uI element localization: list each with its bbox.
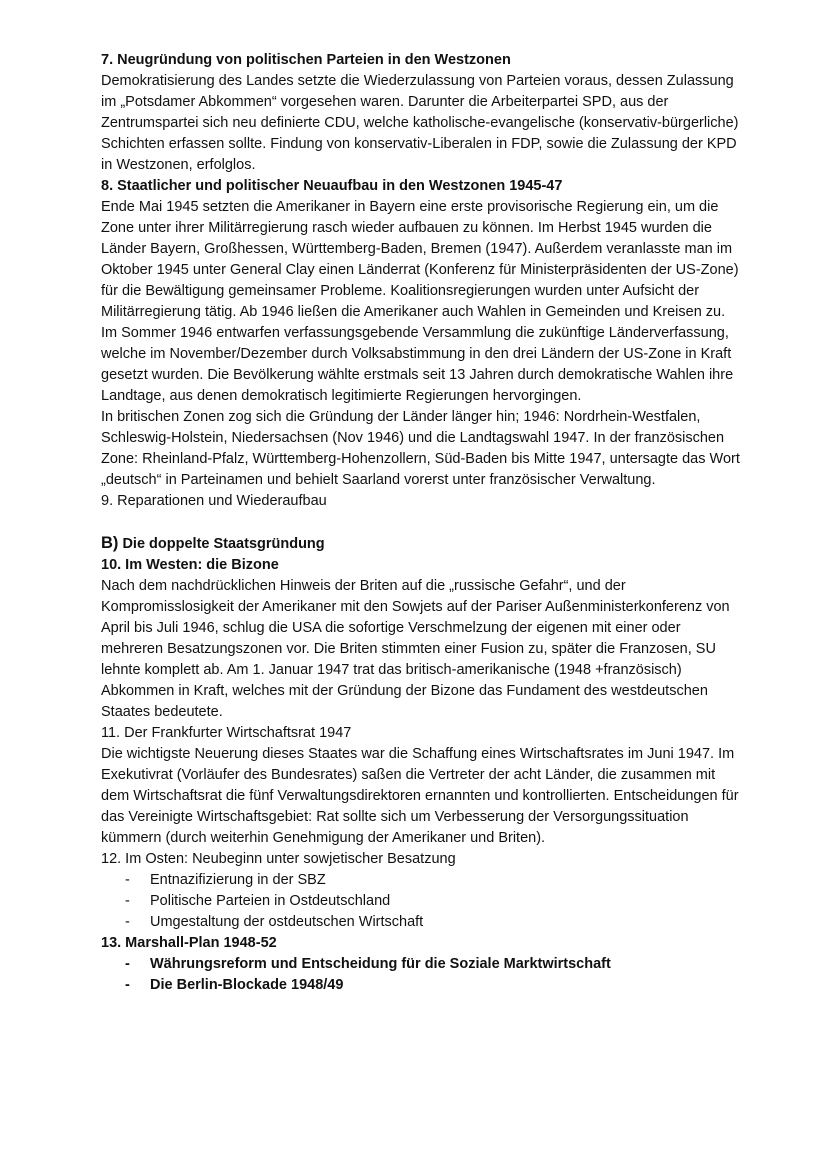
- section-paragraph: Die wichtigste Neuerung dieses Staates war die Schaffung eines Wirtschaftsrates im Juni 1947. Im Exekutivrat (Vorläufer des Bundesrates) saßen die Vertreter der acht Länder, die zusammen mit dem Wirtschaftsrat die fünf Verwaltungsdirektoren ernannten und kontrollierten. Entscheidungen für das Vereinigte Wirtschaftsgebiet: Rat sollte sich um Verbesserung der Versorgungssituation kümmern (durch weiterhin Genehmigung der Amerikaner und Briten).: [101, 746, 739, 846]
- list-item: [101, 954, 741, 975]
- section-heading: 13. Marshall-Plan 1948-52: [101, 935, 277, 951]
- section-heading: 11. Der Frankfurter Wirtschaftsrat 1947: [101, 725, 352, 741]
- dash-bullet: -: [125, 977, 130, 993]
- section-11: [101, 723, 741, 849]
- list-item: [101, 975, 741, 996]
- section-12: [101, 849, 741, 933]
- document-page: [101, 50, 741, 996]
- list-item-text: Entnazifizierung in der SBZ: [150, 872, 326, 888]
- list-item-text: Währungsreform und Entscheidung für die Soziale Marktwirtschaft: [150, 956, 611, 972]
- section-heading: 12. Im Osten: Neubeginn unter sowjetischer Besatzung: [101, 851, 456, 867]
- section-heading: 10. Im Westen: die Bizone: [101, 557, 279, 573]
- dash-bullet: -: [125, 872, 130, 888]
- bullet-list: [101, 870, 741, 933]
- part-title: Die doppelte Staatsgründung: [118, 536, 325, 552]
- blank-line: [101, 512, 741, 533]
- dash-bullet: -: [125, 914, 130, 930]
- section-8: [101, 176, 741, 491]
- list-item: [101, 891, 741, 912]
- section-9: [101, 491, 741, 512]
- section-heading: 8. Staatlicher und politischer Neuaufbau in den Westzonen 1945-47: [101, 178, 563, 194]
- bullet-list: [101, 954, 741, 996]
- section-paragraph: Demokratisierung des Landes setzte die Wiederzulassung von Parteien voraus, dessen Zulassung im „Potsdamer Abkommen“ vorgesehen waren. Darunter die Arbeiterpartei SPD, aus der Zentrumspartei sich neu definierte CDU, welche katholische-evangelische (konservativ-bürgerliche) Schichten erfassen sollte. Findung von konservativ-Liberalen in FDP, sowie die Zulassung der KPD in Westzonen, erfolglos.: [101, 73, 739, 173]
- section-paragraph: Ende Mai 1945 setzten die Amerikaner in Bayern eine erste provisorische Regierung ein, um die Zone unter ihrer Militärregierung rasch wieder aufbauen zu können. Im Herbst 1945 wurden die Länder Bayern, Großhessen, Württemberg-Baden, Bremen (1947). Außerdem veranlasste man im Oktober 1945 unter General Clay einen Länderrat (Konferenz für Ministerpräsidenten der US-Zone) für die Bewältigung gemeinsamer Probleme. Koalitionsregierungen wurden unter Aufsicht der Militärregierung tätig. Ab 1946 ließen die Amerikaner auch Wahlen in Gemeinden und Kreisen zu. Im Sommer 1946 entwarfen verfassungsgebende Versammlung die zukünftige Länderverfassung, welche im November/Dezember durch Volksabstimmung in den drei Ländern der US-Zone in Kraft gesetzt wurden. Die Bevölkerung wählte erstmals seit 13 Jahren durch demokratische Wahlen ihre Landtage, aus denen demokratisch legitimierte Regierungen hervorgingen.: [101, 199, 739, 404]
- part-letter: B): [101, 534, 119, 552]
- section-7: [101, 50, 741, 176]
- section-10: [101, 555, 741, 723]
- section-heading: 7. Neugründung von politischen Parteien in den Westzonen: [101, 52, 511, 68]
- part-b-heading: [101, 533, 741, 555]
- dash-bullet: -: [125, 956, 130, 972]
- section-paragraph: Nach dem nachdrücklichen Hinweis der Briten auf die „russische Gefahr“, und der Kompromisslosigkeit der Amerikaner mit den Sowjets auf der Pariser Außenministerkonferenz von April bis Juli 1946, schlug die USA die sofortige Verschmelzung der eigenen mit einer oder mehreren Besatzungszonen vor. Die Briten stimmten einer Fusion zu, später die Franzosen, SU lehnte komplett ab. Am 1. Januar 1947 trat das britisch-amerikanische (1948 +französisch) Abkommen in Kraft, welches mit der Gründung der Bizone das Fundament des westdeutschen Staates bedeutete.: [101, 578, 730, 720]
- section-heading: 9. Reparationen und Wiederaufbau: [101, 493, 327, 509]
- list-item-text: Umgestaltung der ostdeutschen Wirtschaft: [150, 914, 424, 930]
- section-paragraph: In britischen Zonen zog sich die Gründung der Länder länger hin; 1946: Nordrhein-Westfalen, Schleswig-Holstein, Niedersachsen (Nov 1946) und die Landtagswahl 1947. In der französischen Zone: Rheinland-Pfalz, Württemberg-Hohenzollern, Süd-Baden bis Mitte 1947, untersagte das Wort „deutsch“ in Parteinamen und behielt Saarland vorerst unter französischer Verwaltung.: [101, 409, 740, 488]
- list-item: [101, 912, 741, 933]
- dash-bullet: -: [125, 893, 130, 909]
- list-item-text: Politische Parteien in Ostdeutschland: [150, 893, 391, 909]
- list-item-text: Die Berlin-Blockade 1948/49: [150, 977, 344, 993]
- section-13: [101, 933, 741, 996]
- list-item: [101, 870, 741, 891]
